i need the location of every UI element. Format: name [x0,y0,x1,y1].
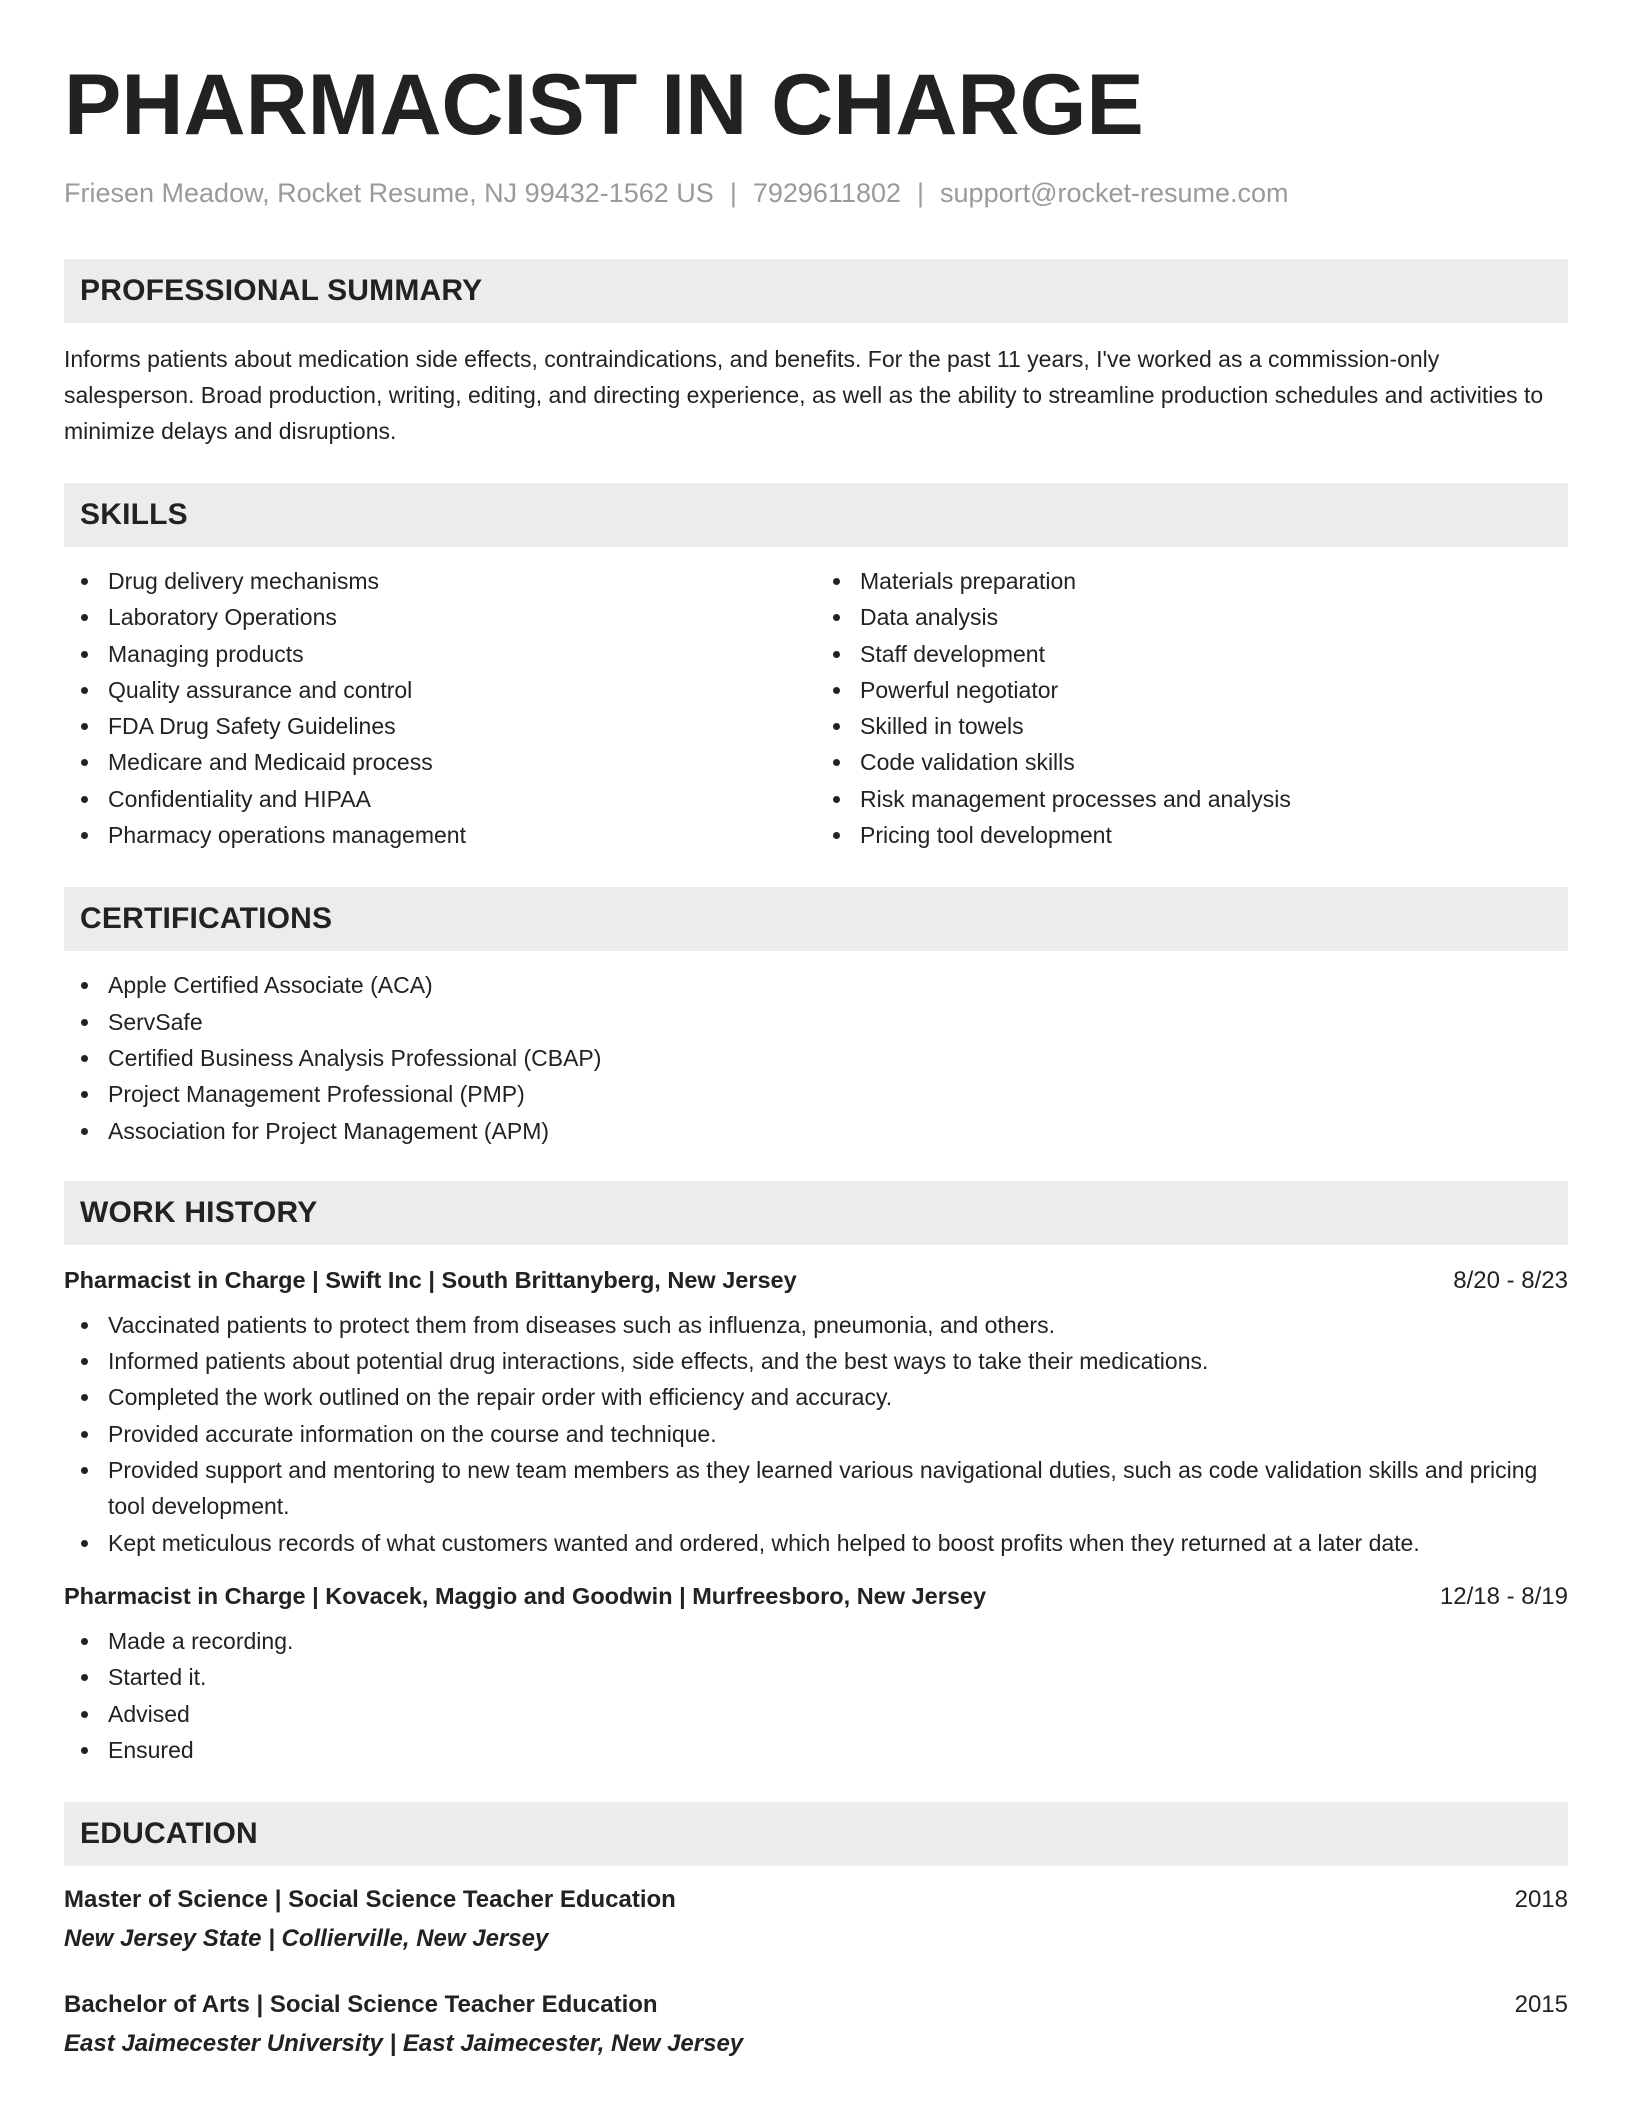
job-duty: Started it. [64,1659,1568,1695]
job-duty: Kept meticulous records of what customers wanted and ordered, which helped to boost profits when they returned at a later date. [64,1525,1568,1561]
certification-item: Apple Certified Associate (ACA) [64,967,1568,1003]
section-title: CERTIFICATIONS [80,902,333,936]
job-title: Pharmacist in Charge | Kovacek, Maggio and Goodwin | Murfreesboro, New Jersey [64,1582,987,1609]
skill-item: Powerful negotiator [816,672,1568,708]
education-heading [64,1886,1568,1914]
job-duty: Vaccinated patients to protect them from diseases such as influenza, pneumonia, and others. [64,1307,1568,1343]
contact-separator: | [917,178,925,208]
section-title: PROFESSIONAL SUMMARY [80,274,483,307]
job-heading [64,1267,1568,1295]
job-duty: Provided accurate information on the course and technique. [64,1416,1568,1452]
job-dates: 12/18 - 8/19 [1439,1582,1568,1610]
skills-list-left [64,563,816,853]
education-year: 2015 [1514,1991,1568,2019]
section-header-skills [64,483,1568,547]
contact-line [64,178,1568,209]
job-dates: 8/20 - 8/23 [1453,1266,1568,1294]
candidate-name: PHARMACIST IN CHARGE [64,57,1144,153]
skill-item: Managing products [64,636,816,672]
section-header-certifications [64,887,1568,951]
skill-item: Quality assurance and control [64,672,816,708]
skill-item: Risk management processes and analysis [816,781,1568,817]
job-duty: Advised [64,1696,1568,1732]
skill-item: Skilled in towels [816,708,1568,744]
skill-item: Data analysis [816,599,1568,635]
skill-item: FDA Drug Safety Guidelines [64,708,816,744]
education-year: 2018 [1514,1886,1568,1914]
job-title: Pharmacist in Charge | Swift Inc | South Brittanyberg, New Jersey [64,1266,797,1293]
skills-columns [64,563,1568,853]
skill-item: Medicare and Medicaid process [64,744,816,780]
certification-item: Certified Business Analysis Professional (CBAP) [64,1040,1568,1076]
section-header-education [64,1802,1568,1866]
skill-item: Pricing tool development [816,817,1568,853]
section-title: EDUCATION [80,1817,258,1851]
job-duty: Made a recording. [64,1623,1568,1659]
summary-text: Informs patients about medication side effects, contraindications, and benefits. For the past 11 years, I've worked as a commission-only salesperson. Broad production, writing, editing, and directing experience, as well as the ability to streamline production schedules and activities to minimize delays and disruptions. [64,346,1544,444]
section-title: SKILLS [80,498,188,531]
section-title: WORK HISTORY [80,1195,318,1229]
contact-email[interactable]: support@rocket-resume.com [940,178,1289,208]
job-duties-list [64,1307,1568,1561]
skill-item: Drug delivery mechanisms [64,563,816,599]
section-header-work-history [64,1181,1568,1245]
education-item [64,1886,1568,1953]
skill-item: Materials preparation [816,563,1568,599]
education-heading [64,1991,1568,2019]
education-school: New Jersey State | Collierville, New Jersey [64,1925,549,1953]
skill-item: Code validation skills [816,744,1568,780]
education-item [64,1991,1568,2058]
job-duty: Completed the work outlined on the repair order with efficiency and accuracy. [64,1379,1568,1415]
section-header-summary [64,259,1568,323]
education-school: East Jaimecester University | East Jaimecester, New Jersey [64,2030,744,2058]
skill-item: Pharmacy operations management [64,817,816,853]
job-duty: Ensured [64,1732,1568,1768]
certifications-list [64,967,1568,1148]
job-duty: Informed patients about potential drug interactions, side effects, and the best ways to take their medications. [64,1343,1568,1379]
job-heading [64,1583,1568,1611]
certification-item: Project Management Professional (PMP) [64,1076,1568,1112]
education-degree: Master of Science | Social Science Teacher Education [64,1886,676,1914]
contact-address: Friesen Meadow, Rocket Resume, NJ 99432-1562 US [64,178,714,208]
job-duty: Provided support and mentoring to new team members as they learned various navigational duties, such as code validation skills and pricing tool development. [64,1452,1568,1525]
skill-item: Laboratory Operations [64,599,816,635]
skill-item: Staff development [816,636,1568,672]
skill-item: Confidentiality and HIPAA [64,781,816,817]
skills-list-right [816,563,1568,853]
certification-item: ServSafe [64,1004,1568,1040]
contact-separator: | [729,178,737,208]
education-degree: Bachelor of Arts | Social Science Teacher Education [64,1991,658,2019]
contact-phone: 7929611802 [752,178,902,208]
job-duties-list [64,1623,1568,1768]
certification-item: Association for Project Management (APM) [64,1113,1568,1149]
